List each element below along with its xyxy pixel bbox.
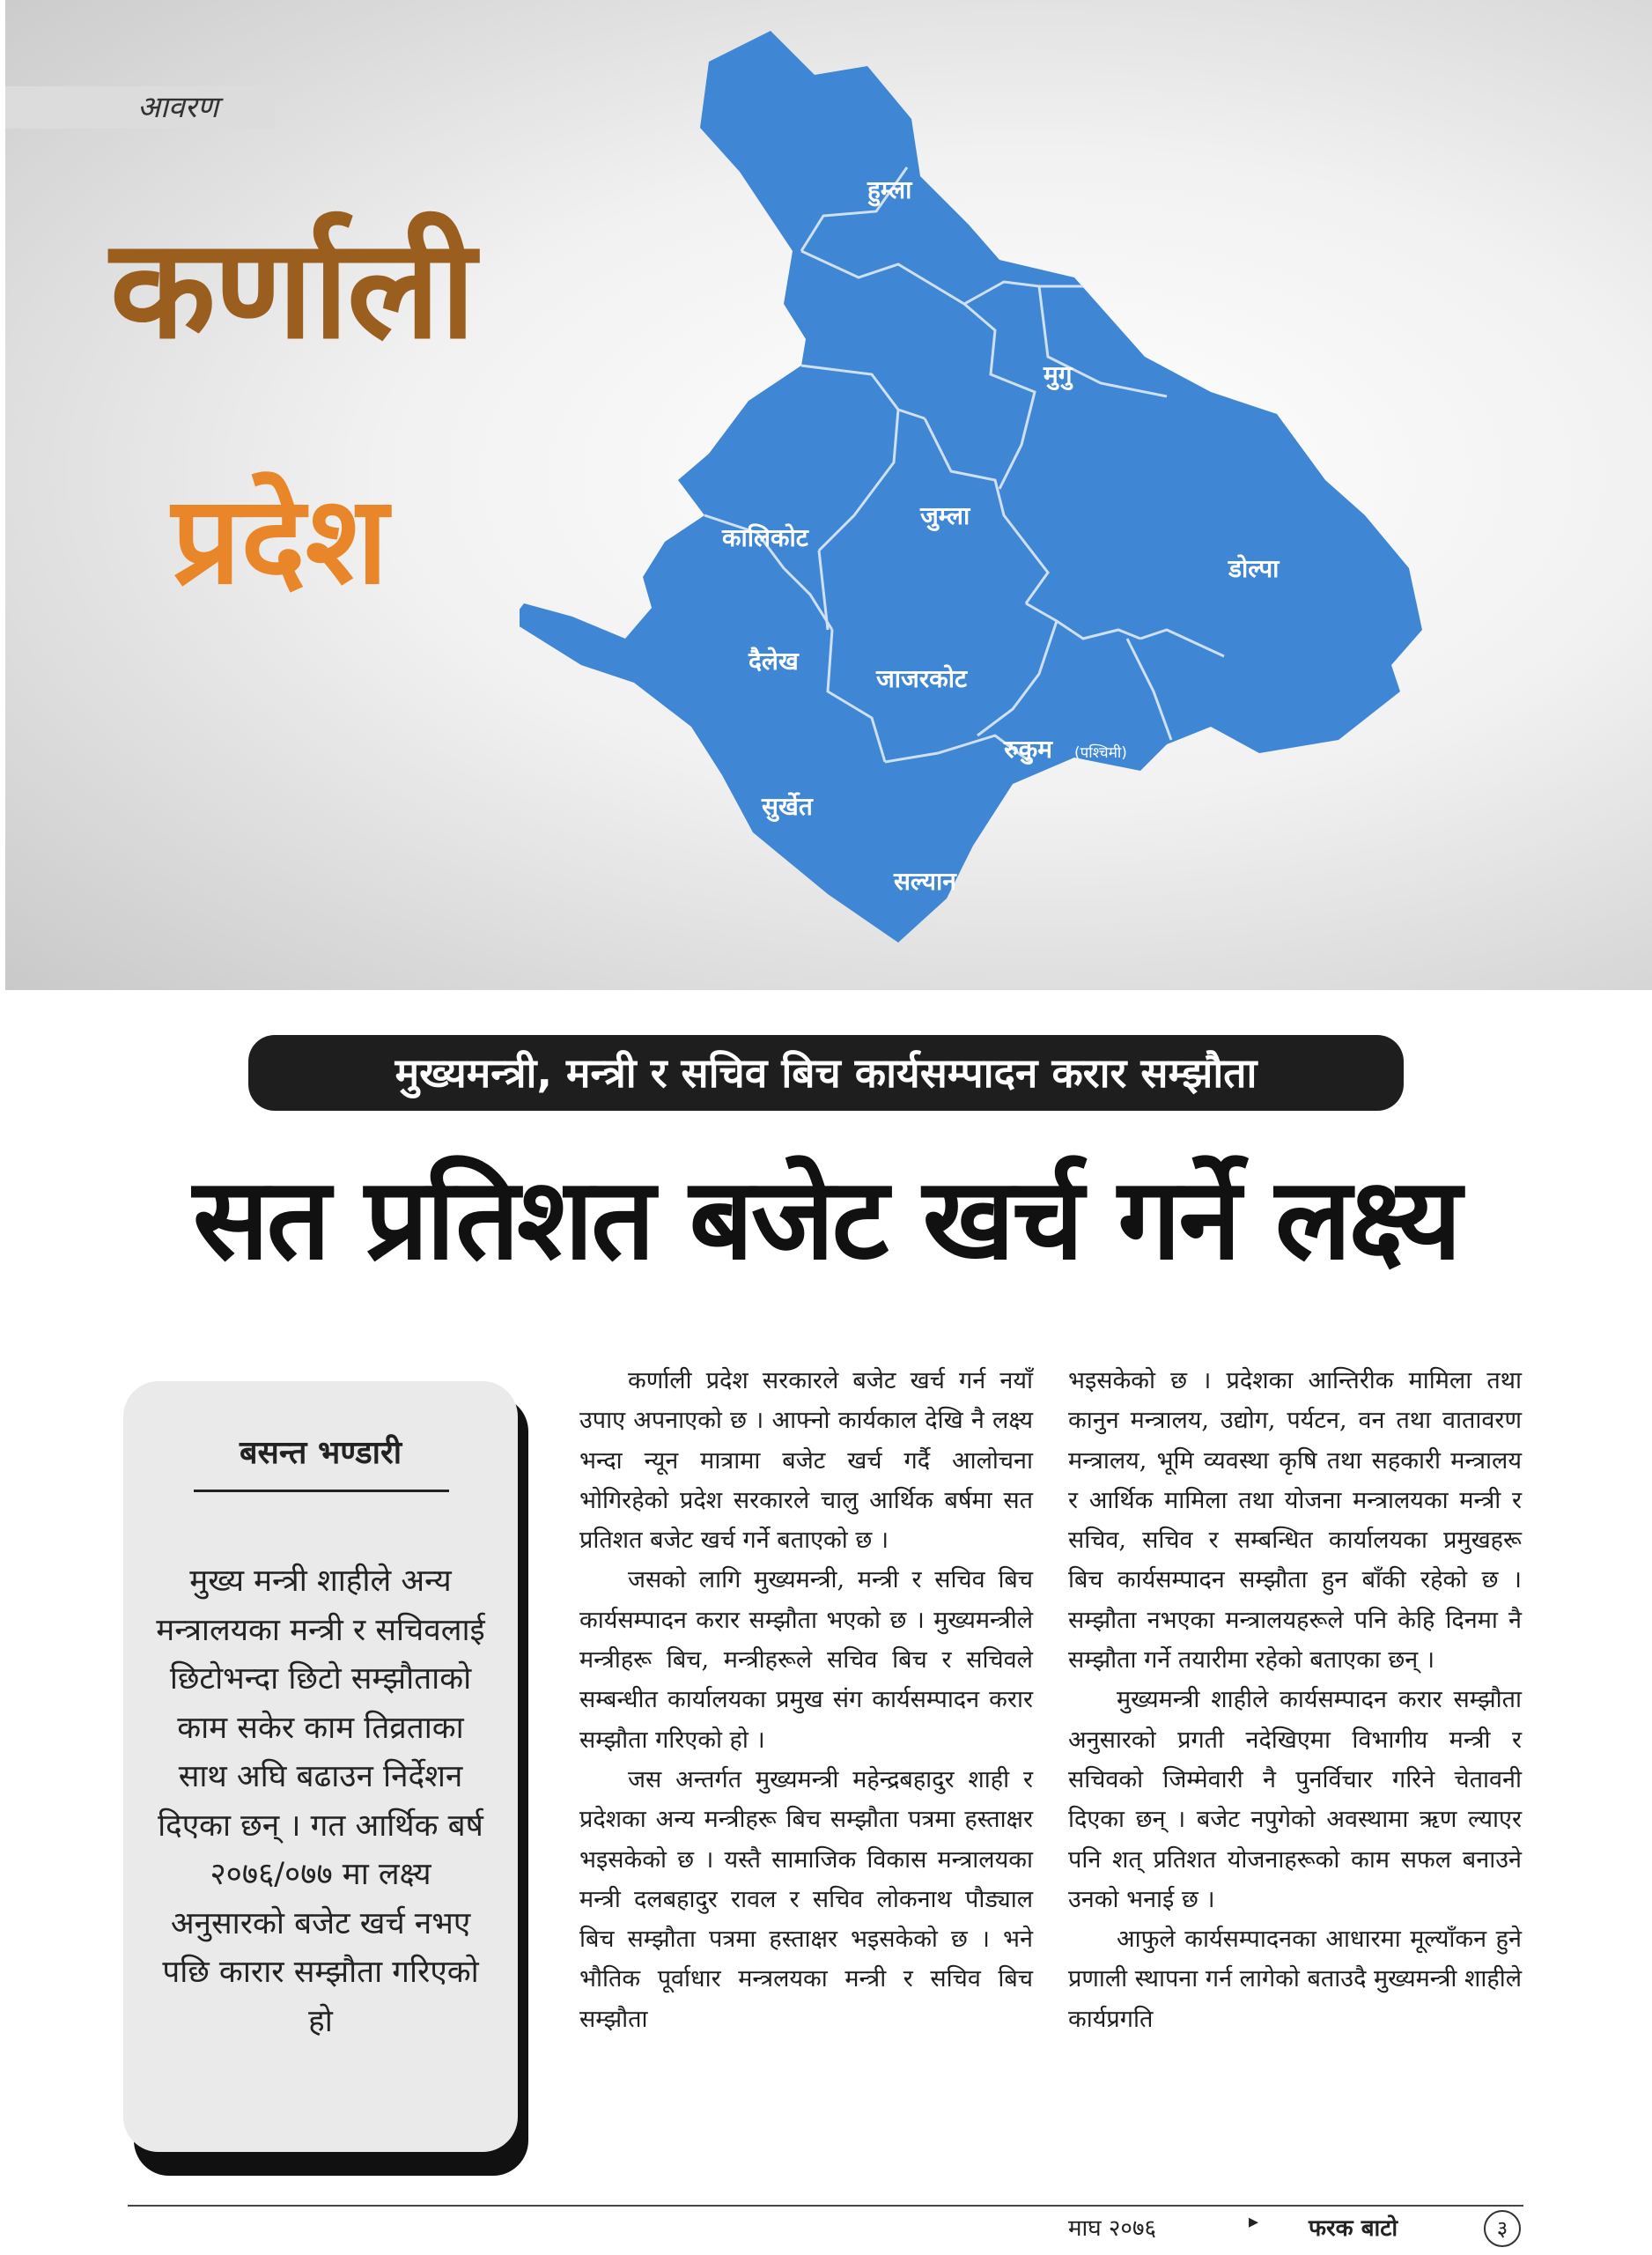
paragraph: भइसकेको छ । प्रदेशका आन्तिरीक मामिला तथा कानुन मन्त्रालय, उद्योग, पर्यटन, वन तथा वातावरण मन्त्रालय, भूमि व्यवस्था कृषि तथा सहकारी मन्त्रालय र आर्थिक मामिला तथा योजना मन्त्रालयका मन्त्री र सचिव, सचिव र सम्बन्धित कार्यालयका प्रमुखहरू बिच कार्यसम्पादन सम्झौता हुन बाँकी रहेको छ । सम्झौता नभएका मन्त्रालयहरूले पनि केहि दिनमा नै सम्झौता गर्ने तयारीमा रहेको बताएका छन् । [1068,1367,1522,1675]
page-number: ३ [1484,2210,1521,2247]
map-label-jumla: जुम्ला [920,501,970,530]
map-label-kalikot: कालिकोट [722,523,808,552]
map-label-dailekh: दैलेख [749,647,799,676]
map-label-salyan: सल्यान [894,867,956,896]
footer-arrow-icon: ▸ [1249,2211,1259,2233]
section-tag: आवरण [5,86,275,129]
map-label-rukum: रुकुम [1004,735,1052,764]
paragraph: आफुले कार्यसम्पादनका आधारमा मूल्याँकन हुने प्रणाली स्थापना गर्न लागेको बताउदै मुख्यमन्त्री शाहीले कार्यप्रगति [1068,1926,1522,2033]
pullquote-text: मुख्य मन्त्री शाहीले अन्य मन्त्रालयका मन्त्री र सचिवलाई छिटोभन्दा छिटो सम्झौताको काम सकेर काम तिव्रताका साथ अघि बढाउन निर्देशन दिएका छन् । गत आर्थिक बर्ष २०७६/०७७ मा लक्ष्य अनुसारको बजेट खर्च नभए पछि कारार सम्झौता गरिएको हो [156,1564,485,2039]
footer-publication-name: फरक बाटो [1309,2215,1398,2242]
map-label-humla: हुम्ला [867,175,912,204]
province-outline [520,31,1422,943]
headline: सत प्रतिशत बजेट खर्च गर्ने लक्ष्य [193,1154,1459,1285]
map-label-jajarkot: जाजरकोट [876,664,968,693]
paragraph: जस अन्तर्गत मुख्यमन्त्री महेन्द्रबहादुर शाही र प्रदेशका अन्य मन्त्रीहरू बिच सम्झौता पत्रमा हस्ताक्षर भइसकेको छ । यस्तै सामाजिक विकास मन्त्रालयका मन्त्री दलबहादुर रावल र सचिव लोकनाथ पौड्याल बिच सम्झौता पत्रमा हस्ताक्षर भइसकेको छ । भने भौतिक पूर्वाधार मन्त्रलयका मन्त्री र सचिव बिच सम्झौता [579,1765,1033,2033]
map-label-surkhet: सुर्खेत [762,792,813,821]
map-label-mugu: मुगु [1044,360,1073,389]
byline-divider [194,1490,449,1492]
paragraph: जसको लागि मुख्यमन्त्री, मन्त्री र सचिव बिच कार्यसम्पादन करार सम्झौता भएको छ । मुख्यमन्त्रीले मन्त्रीहरू बिच, मन्त्रीहरूले सचिव बिच र सचिवले सम्बन्धीत कार्यालयका प्रमुख संग कार्यसम्पादन करार सम्झौता गरिएको हो । [579,1566,1033,1754]
cover-subtitle: प्रदेश [172,469,388,611]
map-label-dolpa: डोल्पा [1228,554,1280,583]
footer-rule [128,2205,1523,2207]
paragraph: मुख्यमन्त्री शाहीले कार्यसम्पादन करार सम्झौता अनुसारको प्रगती नदेखिएमा विभागीय मन्त्री र सचिवको जिम्मेवारी नै पुनर्विचार गरिने चेतावनी दिएका छन् । बजेट नपुगेको अवस्थामा ऋण ल्याएर पनि शत् प्रतिशत योजनाहरूको काम सफल बनाउने उनको भनाई छ । [1068,1686,1522,1913]
map-label-rukum-note: (पश्चिमी) [1074,744,1127,762]
paragraph: कर्णाली प्रदेश सरकारले बजेट खर्च गर्न नयाँ उपाए अपनाएको छ । आफ्नो कार्यकाल देखि नै लक्ष्य भन्दा न्यून मात्रामा बजेट खर्च गर्दै आलोचना भोगिरहेको प्रदेश सरकारले चालु आर्थिक बर्षमा सत प्रतिशत बजेट खर्च गर्ने बताएको छ । [579,1367,1033,1555]
article-column-1 [579,1361,1033,2039]
cover-title: कर्णाली [110,209,475,369]
headline-kicker: मुख्यमन्त्री, मन्त्री र सचिव बिच कार्यसम्पादन करार सम्झौता [248,1035,1404,1111]
article-column-2 [1068,1361,1522,2039]
karnali-province-map [520,22,1523,943]
pullquote-box [123,1381,518,2152]
footer-issue-date: माघ २०७६ [1068,2215,1156,2242]
author-byline: बसन्त भण्डारी [239,1435,402,1471]
